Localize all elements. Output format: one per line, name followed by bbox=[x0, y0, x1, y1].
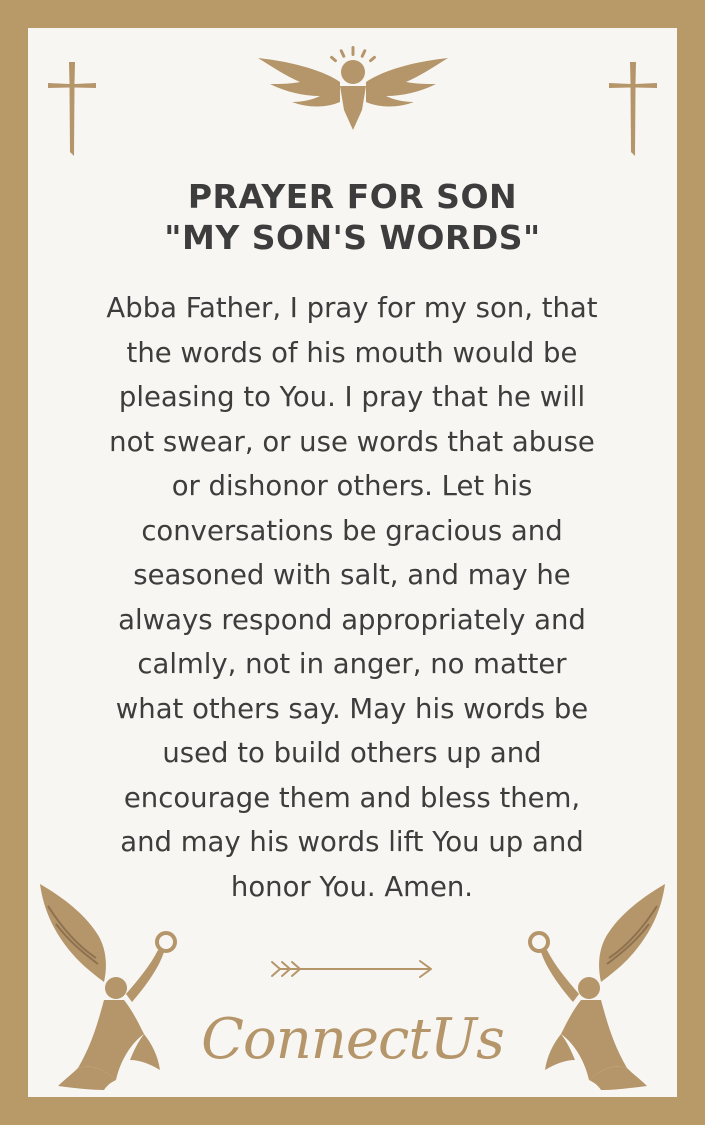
brand-logo: ConnectUs bbox=[201, 1007, 504, 1072]
prayer-line: always respond appropriately and bbox=[118, 603, 586, 636]
winged-sun-icon bbox=[256, 44, 450, 134]
prayer-line: Abba Father, I pray for my son, that bbox=[106, 292, 598, 324]
prayer-text bbox=[62, 286, 642, 909]
prayer-card bbox=[28, 28, 677, 1097]
title-line-1: PRAYER FOR SON bbox=[187, 177, 518, 216]
prayer-line: encourage them and bless them, bbox=[123, 781, 581, 814]
title-line-2: "MY SON'S WORDS" bbox=[164, 218, 541, 257]
prayer-line: or dishonor others. Let his bbox=[171, 470, 533, 502]
prayer-line: the words of his mouth would be bbox=[126, 336, 578, 369]
prayer-line: calmly, not in anger, no matter bbox=[137, 648, 567, 680]
cross-icon bbox=[46, 60, 98, 158]
prayer-line: conversations be gracious and bbox=[141, 514, 563, 547]
prayer-line: not swear, or use words that abuse bbox=[109, 425, 595, 458]
prayer-line: and may his words lift You up and bbox=[120, 826, 584, 858]
prayer-line: honor You. Amen. bbox=[230, 870, 474, 903]
prayer-line: what others say. May his words be bbox=[115, 692, 589, 725]
prayer-line: pleasing to You. I pray that he will bbox=[118, 381, 586, 413]
prayer-title bbox=[28, 176, 677, 258]
prayer-line: seasoned with salt, and may he bbox=[133, 559, 571, 591]
arrow-icon bbox=[268, 956, 438, 982]
cross-icon bbox=[607, 60, 659, 158]
prayer-line: used to build others up and bbox=[162, 737, 542, 769]
